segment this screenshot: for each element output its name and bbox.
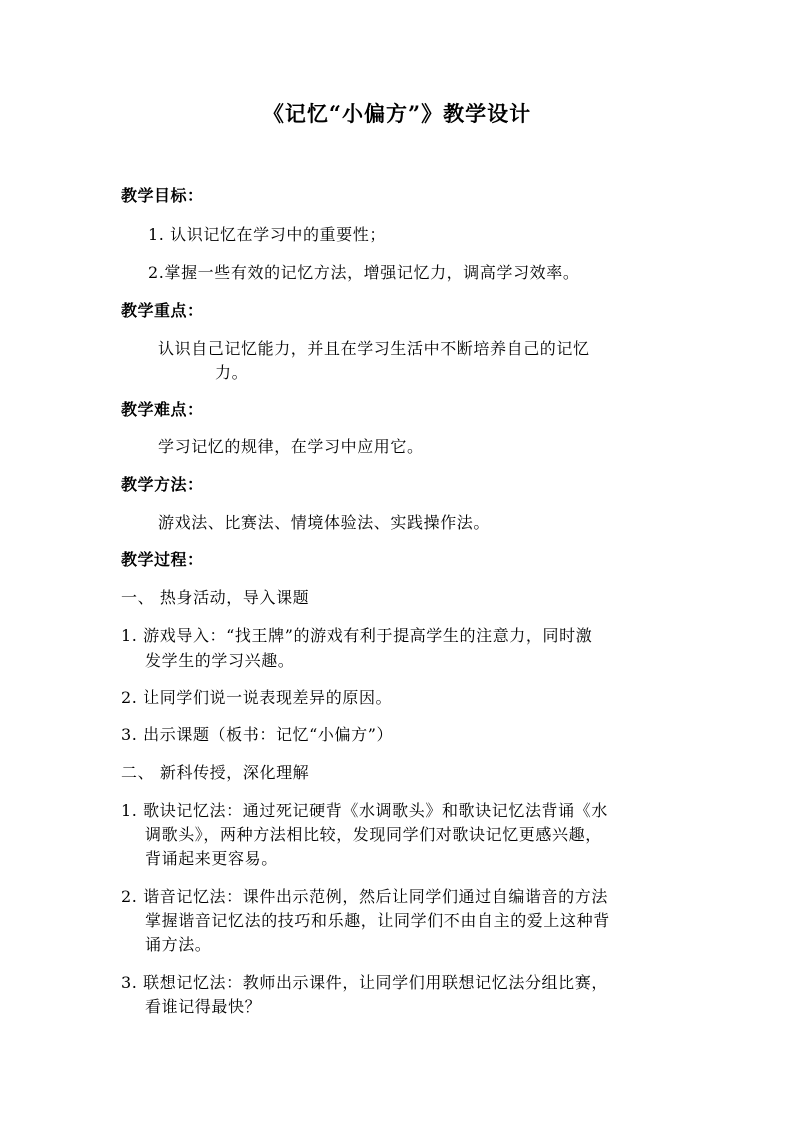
list-item: 2. 让同学们说一说表现差异的原因。 [121, 688, 393, 707]
key-points-text: 认识自己记忆能力，并且在学习生活中不断培养自己的记忆 [158, 339, 590, 358]
list-item: 看谁记得最快？ [145, 997, 262, 1016]
key-points-text: 力。 [215, 363, 249, 382]
objective-item: 1. 认识记忆在学习中的重要性； [148, 225, 386, 244]
list-item: 2. 谐音记忆法：课件出示范例，然后让同学们通过自编谐音的方法 [121, 887, 608, 906]
list-item: 1. 歌诀记忆法：通过死记硬背《水调歌头》和歌诀记忆法背诵《水 [121, 801, 608, 820]
list-item: 3. 联想记忆法：教师出示课件，让同学们用联想记忆法分组比赛， [121, 973, 608, 992]
list-item: 掌握谐音记忆法的技巧和乐趣，让同学们不由自主的爱上这种背 [145, 911, 610, 930]
list-item: 背诵起来更容易。 [145, 849, 278, 868]
document-title: 《记忆“小偏方”》教学设计 [262, 101, 532, 126]
methods-text: 游戏法、比赛法、情境体验法、实践操作法。 [158, 513, 491, 532]
list-item: 调歌头》，两种方法相比较，发现同学们对歌诀记忆更感兴趣， [145, 825, 602, 844]
list-item: 发学生的学习兴趣。 [145, 651, 295, 670]
process-heading: 教学过程： [121, 550, 204, 569]
list-item: 诵方法。 [145, 935, 212, 954]
difficulties-text: 学习记忆的规律，在学习中应用它。 [158, 437, 424, 456]
methods-heading: 教学方法： [121, 475, 204, 494]
list-item: 3. 出示课题（板书：记忆“小偏方”） [121, 725, 394, 744]
section-2-title: 二、 新科传授，深化理解 [121, 763, 310, 782]
key-points-heading: 教学重点： [121, 301, 204, 320]
section-1-title: 一、 热身活动，导入课题 [121, 588, 310, 607]
list-item: 1. 游戏导入：“找王牌”的游戏有利于提高学生的注意力，同时激 [121, 626, 593, 645]
objectives-heading: 教学目标： [121, 186, 204, 205]
difficulties-heading: 教学难点： [121, 400, 204, 419]
objective-item: 2.掌握一些有效的记忆方法，增强记忆力，调高学习效率。 [148, 263, 580, 282]
